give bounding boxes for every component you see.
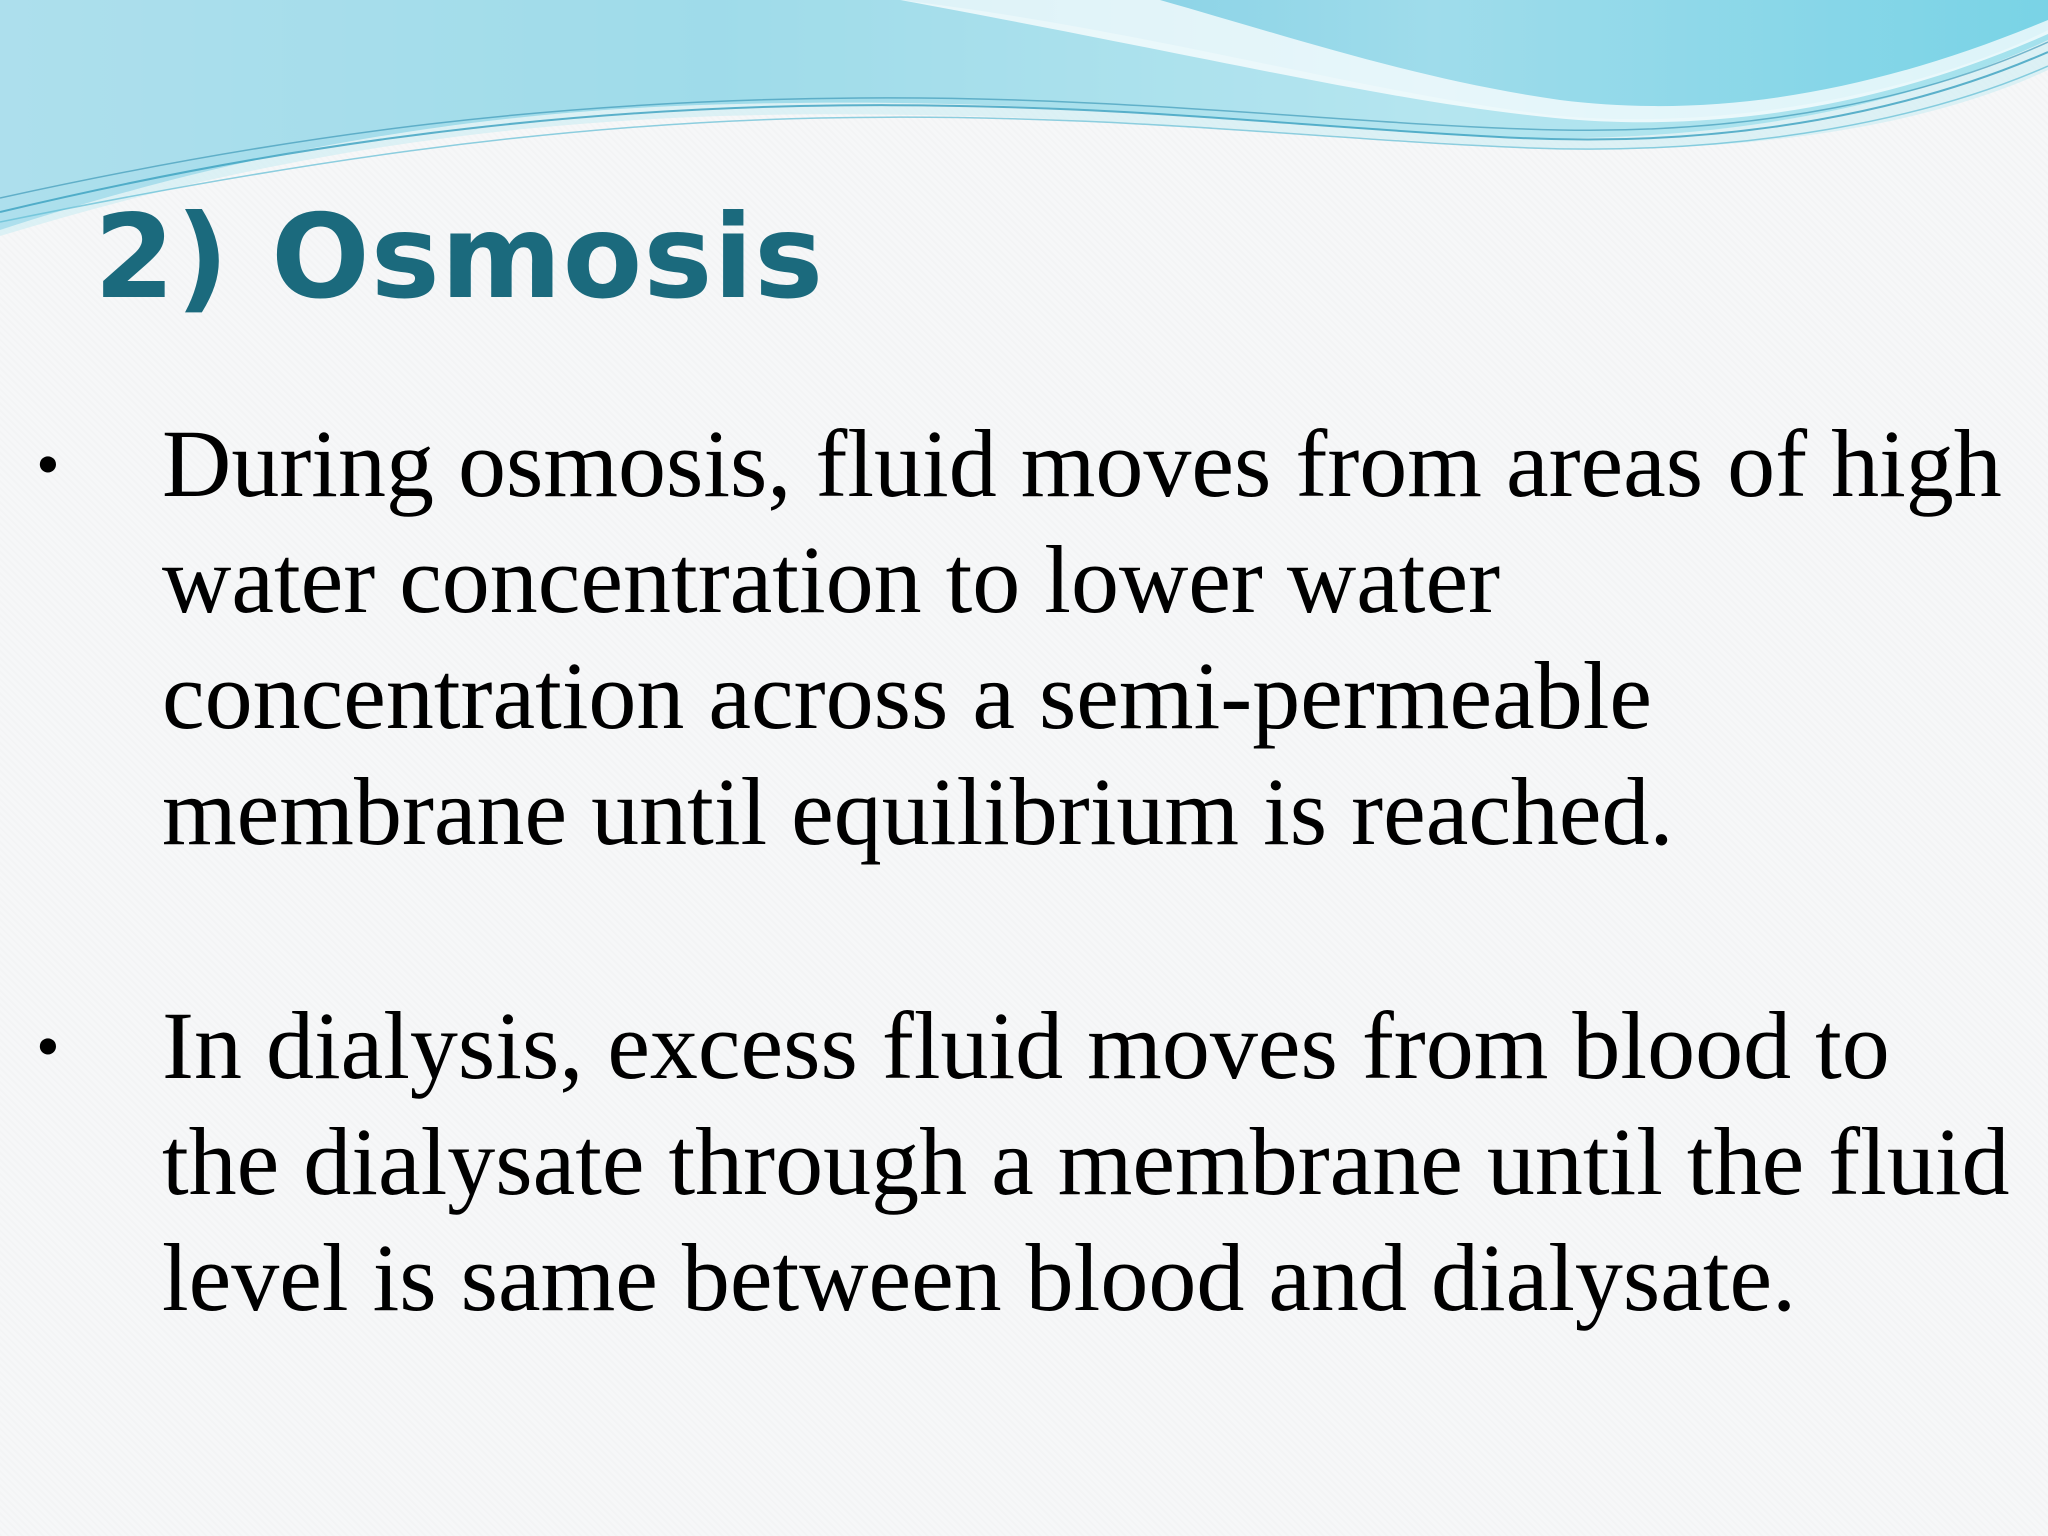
bullet-icon: • <box>36 1008 60 1084</box>
slide-title: 2) Osmosis <box>94 190 825 325</box>
bullet-icon: • <box>36 426 60 502</box>
bullet-text: During osmosis, fluid moves from areas of high water concentration to lower water concentration across a semi-permeable membrane until equilibrium is reached. <box>162 410 2002 865</box>
bullet-text: In dialysis, excess fluid moves from blood to the dialysate through a membrane until the fluid level is same between blood and dialysate. <box>162 992 2010 1331</box>
